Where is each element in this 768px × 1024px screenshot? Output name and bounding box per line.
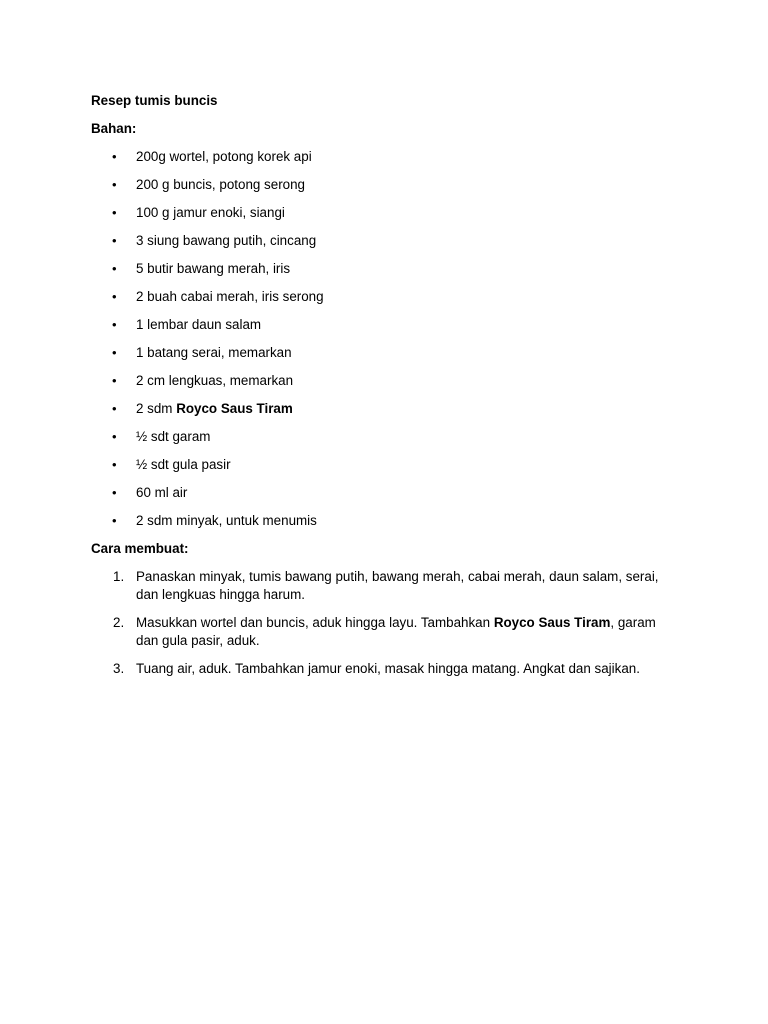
bullet-icon: • <box>112 149 117 164</box>
bullet-icon: • <box>112 261 117 276</box>
step-number: 1. <box>113 569 125 584</box>
ingredient-item: • 3 siung bawang putih, cincang <box>112 233 317 248</box>
ingredient-item: • 1 lembar daun salam <box>112 317 262 332</box>
ingredient-item: • 2 sdm Royco Saus Tiram <box>112 401 293 416</box>
bullet-icon: • <box>112 457 117 472</box>
ingredients-list <box>91 148 691 530</box>
ingredient-item: • 1 batang serai, memarkan <box>112 345 292 360</box>
ingredient-item: • 2 cm lengkuas, memarkan <box>112 373 294 388</box>
ingredient-item: • 60 ml air <box>112 485 188 500</box>
product-name: Royco Saus Tiram <box>493 615 611 630</box>
step-number: 3. <box>113 661 125 676</box>
bullet-icon: • <box>112 429 117 444</box>
bullet-icon: • <box>112 513 117 528</box>
bullet-icon: • <box>112 373 117 388</box>
step-item: 1. Panaskan minyak, tumis bawang putih, bawang merah, cabai merah, daun salam, serai, dan lengkuas hingga harum. <box>113 569 659 602</box>
ingredient-item: • 100 g jamur enoki, siangi <box>112 205 285 220</box>
ingredient-item: • ½ sdt garam <box>112 429 211 444</box>
bullet-icon: • <box>112 289 117 304</box>
bullet-icon: • <box>112 205 117 220</box>
bullet-icon: • <box>112 177 117 192</box>
bullet-icon: • <box>112 317 117 332</box>
bullet-icon: • <box>112 233 117 248</box>
ingredient-item: • 2 buah cabai merah, iris serong <box>112 289 324 304</box>
steps-list <box>91 568 691 678</box>
bullet-icon: • <box>112 401 117 416</box>
step-item: 3. Tuang air, aduk. Tambahkan jamur enoki, masak hingga matang. Angkat dan sajikan. <box>113 661 640 676</box>
bullet-icon: • <box>112 485 117 500</box>
steps-heading: Cara membuat: <box>91 541 189 556</box>
ingredient-item: • 5 butir bawang merah, iris <box>112 261 291 276</box>
ingredient-item: • 200 g buncis, potong serong <box>112 177 305 192</box>
ingredients-heading: Bahan: <box>91 121 137 136</box>
ingredient-item: • ½ sdt gula pasir <box>112 457 231 472</box>
ingredient-item: • 200g wortel, potong korek api <box>112 149 312 164</box>
recipe-title: Resep tumis buncis <box>91 93 218 108</box>
ingredient-item: • 2 sdm minyak, untuk menumis <box>112 513 317 528</box>
bullet-icon: • <box>112 345 117 360</box>
product-name: Royco Saus Tiram <box>176 401 293 416</box>
step-number: 2. <box>113 615 125 630</box>
document-page <box>91 92 691 688</box>
step-item: 2. Masukkan wortel dan buncis, aduk hingga layu. Tambahkan Royco Saus Tiram, garam dan gula pasir, aduk. <box>113 615 656 648</box>
